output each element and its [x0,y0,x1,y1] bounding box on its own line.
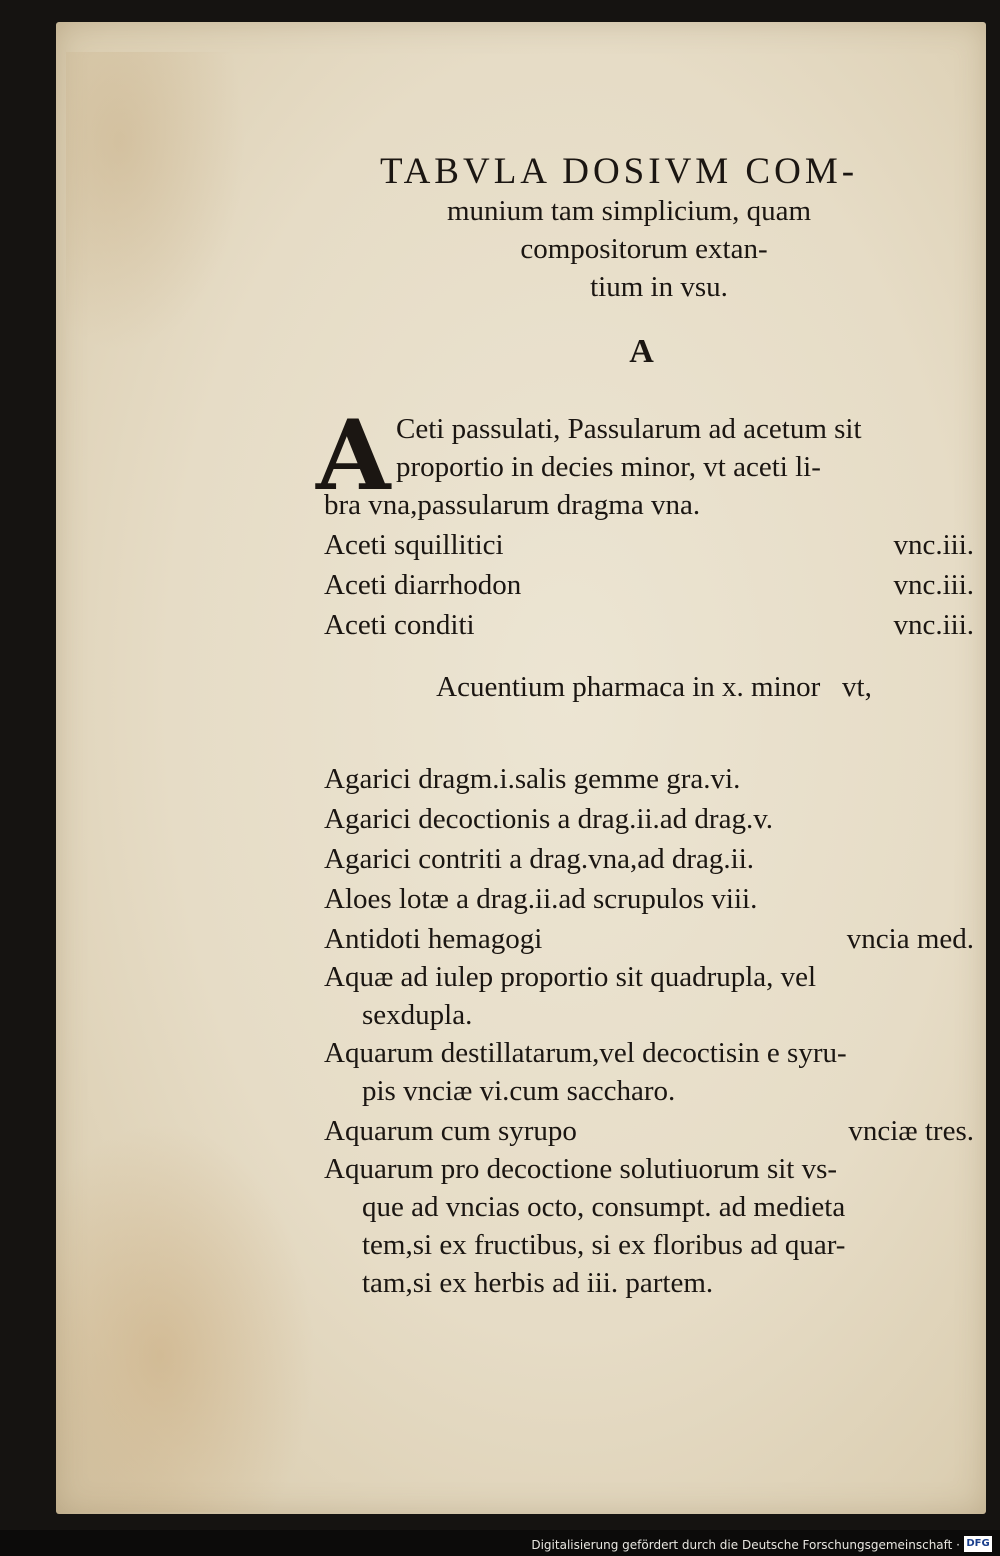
entry-line: tam,si ex herbis ad iii. partem. [362,1267,714,1299]
entry-line: que ad vncias octo, consumpt. ad medieta [362,1191,846,1223]
entry-name: Aceti diarrhodon [324,569,522,601]
entry-row [324,606,974,644]
entry-name: Aceti squillitici [324,529,504,561]
entry-row [324,800,974,838]
entry-line: proportio in decies minor, vt aceti li- [396,451,821,483]
entry-row [324,920,974,958]
entry-line: Aquarum pro decoctione solutiuorum sit vs- [324,1153,838,1185]
entry-line: Aquæ ad iulep proportio sit quadrupla, vel [324,961,817,993]
paper-stain [56,1122,316,1512]
entry-name: Agarici dragm.i.salis gemme gra.vi. [324,763,741,795]
entry-row [324,526,974,564]
entry-dose: vnc.iii. [893,569,974,601]
entry-dose: vnc.iii. [893,609,974,641]
spacer [324,706,974,758]
footer-bar [0,1532,1000,1556]
paper-stain [66,52,246,352]
entry-name: Agarici decoctionis a drag.ii.ad drag.v. [324,803,774,835]
entry-name: Antidoti hemagogi [324,923,543,955]
entry-name: Aquarum cum syrupo [324,1115,577,1147]
page-title: TABVLA DOSIVM COM- [379,151,859,192]
entry-name: Agarici contriti a drag.vna,ad drag.ii. [324,843,755,875]
entry-line: bra vna,passularum dragma vna. [324,489,701,521]
entry-row [324,760,974,798]
entry-dose: vncia med. [846,923,974,955]
entry-name: Aceti conditi [324,609,475,641]
entry-row [324,840,974,878]
entry-row [324,880,974,918]
entry-line: Ceti passulati, Passularum ad acetum sit [396,413,862,445]
book-page [56,22,986,1514]
entry-line: Aquarum destillatarum,vel decoctisin e syru- [324,1037,847,1069]
page-text [269,151,974,1299]
entry-line: tem,si ex fructibus, si ex floribus ad quar- [362,1229,846,1261]
entry-row [324,566,974,604]
entry-dose: vnciæ tres. [848,1115,974,1147]
entry-dose: vnc.iii. [893,529,974,561]
section-letter: A [629,333,654,370]
entry-line: pis vnciæ vi.cum saccharo. [362,1075,676,1107]
centered-entry: Acuentium pharmaca in x. minor vt, [436,671,872,703]
subtitle-line: munium tam simplicium, quam [446,195,812,227]
dfg-logo: DFG [964,1536,992,1552]
entry-list [316,399,974,1302]
subtitle-line: compositorum extan- [520,233,768,265]
drop-cap: A [316,399,391,512]
entry-row [324,1112,974,1150]
funding-credit: Digitalisierung gefördert durch die Deutsche Forschungsgemeinschaft · [531,1538,960,1552]
entry-name: Aloes lotæ a drag.ii.ad scrupulos viii. [324,883,758,915]
first-entry [316,399,974,524]
subtitle-line: tium in vsu. [590,271,728,303]
entry-line: sexdupla. [362,999,473,1031]
